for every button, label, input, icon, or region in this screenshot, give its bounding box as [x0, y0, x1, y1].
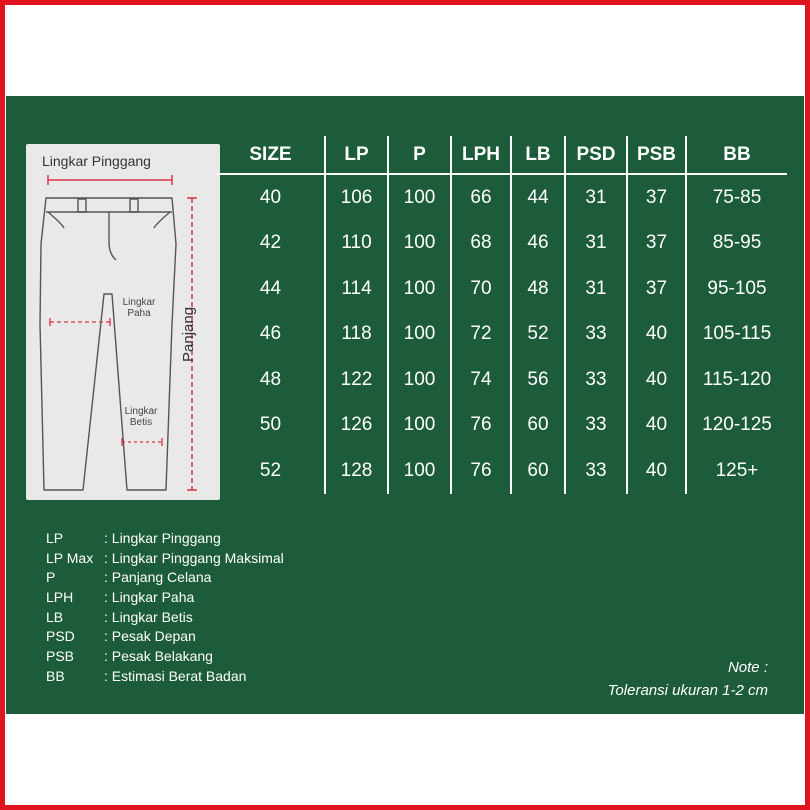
- header-lp: LP: [325, 136, 388, 174]
- cell-psd: 33: [565, 312, 627, 358]
- cell-lb: 60: [511, 448, 565, 494]
- cell-psd: 33: [565, 357, 627, 403]
- cell-psd: 31: [565, 174, 627, 221]
- legend-item: [46, 648, 284, 668]
- cell-bb: 85-95: [686, 221, 787, 267]
- cell-lp: 128: [325, 448, 388, 494]
- cell-lph: 76: [451, 448, 511, 494]
- cell-size: 42: [259, 232, 282, 254]
- abbreviation-legend: [46, 530, 284, 688]
- cell-lb: 46: [511, 221, 565, 267]
- cell-lb: 56: [511, 357, 565, 403]
- legend-item: [46, 668, 284, 688]
- cell-lph: 72: [451, 312, 511, 358]
- cell-psb: 37: [627, 221, 686, 267]
- legend-abbr: P: [46, 569, 56, 586]
- cell-psd: 31: [565, 221, 627, 267]
- header-psb: PSB: [627, 136, 686, 174]
- legend-desc: : Lingkar Paha: [104, 589, 195, 606]
- cell-lph: 76: [451, 403, 511, 449]
- cell-psb: 40: [627, 357, 686, 403]
- cell-p: 100: [388, 174, 451, 221]
- waist-measure-line: [48, 175, 172, 185]
- legend-desc: : Pesak Belakang: [104, 648, 213, 665]
- cell-lph: 68: [451, 221, 511, 267]
- cell-p: 100: [388, 357, 451, 403]
- cell-lp: 118: [325, 312, 388, 358]
- table-row: [217, 221, 787, 267]
- thigh-label: Lingkar Paha: [122, 297, 156, 319]
- cell-psb: 40: [627, 403, 686, 449]
- pants-outline: [40, 198, 176, 490]
- length-label: Panjang: [180, 306, 197, 362]
- cell-lp: 122: [325, 357, 388, 403]
- cell-bb: 95-105: [686, 266, 787, 312]
- legend-abbr: BB: [46, 667, 65, 684]
- cell-lb: 48: [511, 266, 565, 312]
- legend-item: [46, 550, 284, 570]
- legend-abbr: PSB: [46, 648, 75, 665]
- cell-psb: 37: [627, 174, 686, 221]
- legend-desc: : Lingkar Betis: [104, 608, 193, 625]
- table-header-row: [217, 136, 787, 174]
- cell-p: 100: [388, 448, 451, 494]
- size-chart-panel: [6, 96, 804, 714]
- cell-bb: 105-115: [686, 312, 787, 358]
- header-bb: BB: [686, 136, 787, 174]
- legend-abbr: LB: [46, 608, 64, 625]
- cell-lph: 74: [451, 357, 511, 403]
- cell-bb: 75-85: [686, 174, 787, 221]
- size-table: [217, 136, 787, 494]
- table-row: [217, 403, 787, 449]
- cell-lb: 44: [511, 174, 565, 221]
- note-text: Toleransi ukuran 1-2 cm: [607, 682, 768, 699]
- cell-p: 100: [388, 221, 451, 267]
- header-psd: PSD: [565, 136, 627, 174]
- legend-item: [46, 609, 284, 629]
- table-row: [217, 266, 787, 312]
- legend-desc: : Lingkar Pinggang: [104, 530, 221, 546]
- cell-lp: 126: [325, 403, 388, 449]
- cell-size: 44: [259, 277, 282, 299]
- legend-abbr: PSD: [46, 628, 75, 645]
- legend-item: [46, 530, 284, 550]
- diagram-title: Lingkar Pinggang: [42, 153, 151, 169]
- pants-diagram: [26, 144, 220, 500]
- cell-psb: 37: [627, 266, 686, 312]
- legend-abbr: LP Max: [46, 549, 94, 566]
- calf-measure-line: [122, 438, 162, 446]
- cell-p: 100: [388, 266, 451, 312]
- legend-item: [46, 628, 284, 648]
- legend-desc: : Lingkar Pinggang Maksimal: [104, 549, 284, 566]
- legend-item: [46, 589, 284, 609]
- cell-lp: 110: [325, 221, 388, 267]
- table-row: [217, 357, 787, 403]
- legend-desc: : Estimasi Berat Badan: [104, 667, 247, 684]
- header-lb: LB: [511, 136, 565, 174]
- tolerance-note: [608, 656, 768, 702]
- cell-lp: 106: [325, 174, 388, 221]
- cell-size: 46: [259, 323, 282, 345]
- cell-lb: 52: [511, 312, 565, 358]
- cell-psd: 31: [565, 266, 627, 312]
- cell-p: 100: [388, 312, 451, 358]
- cell-size: 52: [259, 459, 282, 481]
- legend-abbr: LP: [46, 530, 64, 546]
- cell-psd: 33: [565, 448, 627, 494]
- table-row: [217, 174, 787, 221]
- legend-desc: : Panjang Celana: [104, 569, 212, 586]
- cell-psb: 40: [627, 312, 686, 358]
- cell-size: 48: [259, 368, 282, 390]
- table-row: [217, 448, 787, 494]
- cell-p: 100: [388, 403, 451, 449]
- header-size: SIZE: [217, 136, 325, 174]
- header-p: P: [388, 136, 451, 174]
- cell-psd: 33: [565, 403, 627, 449]
- table-row: [217, 312, 787, 358]
- legend-desc: : Pesak Depan: [104, 628, 196, 645]
- cell-lph: 70: [451, 266, 511, 312]
- cell-bb: 125+: [686, 448, 787, 494]
- calf-label: Lingkar Betis: [124, 406, 158, 428]
- cell-size: 50: [259, 414, 282, 436]
- legend-item: [46, 569, 284, 589]
- cell-lp: 114: [325, 266, 388, 312]
- cell-bb: 120-125: [686, 403, 787, 449]
- cell-lb: 60: [511, 403, 565, 449]
- cell-lph: 66: [451, 174, 511, 221]
- cell-psb: 40: [627, 448, 686, 494]
- cell-bb: 115-120: [686, 357, 787, 403]
- legend-abbr: LPH: [46, 589, 74, 606]
- note-title: Note :: [727, 659, 768, 676]
- header-lph: LPH: [451, 136, 511, 174]
- cell-size: 40: [259, 186, 282, 208]
